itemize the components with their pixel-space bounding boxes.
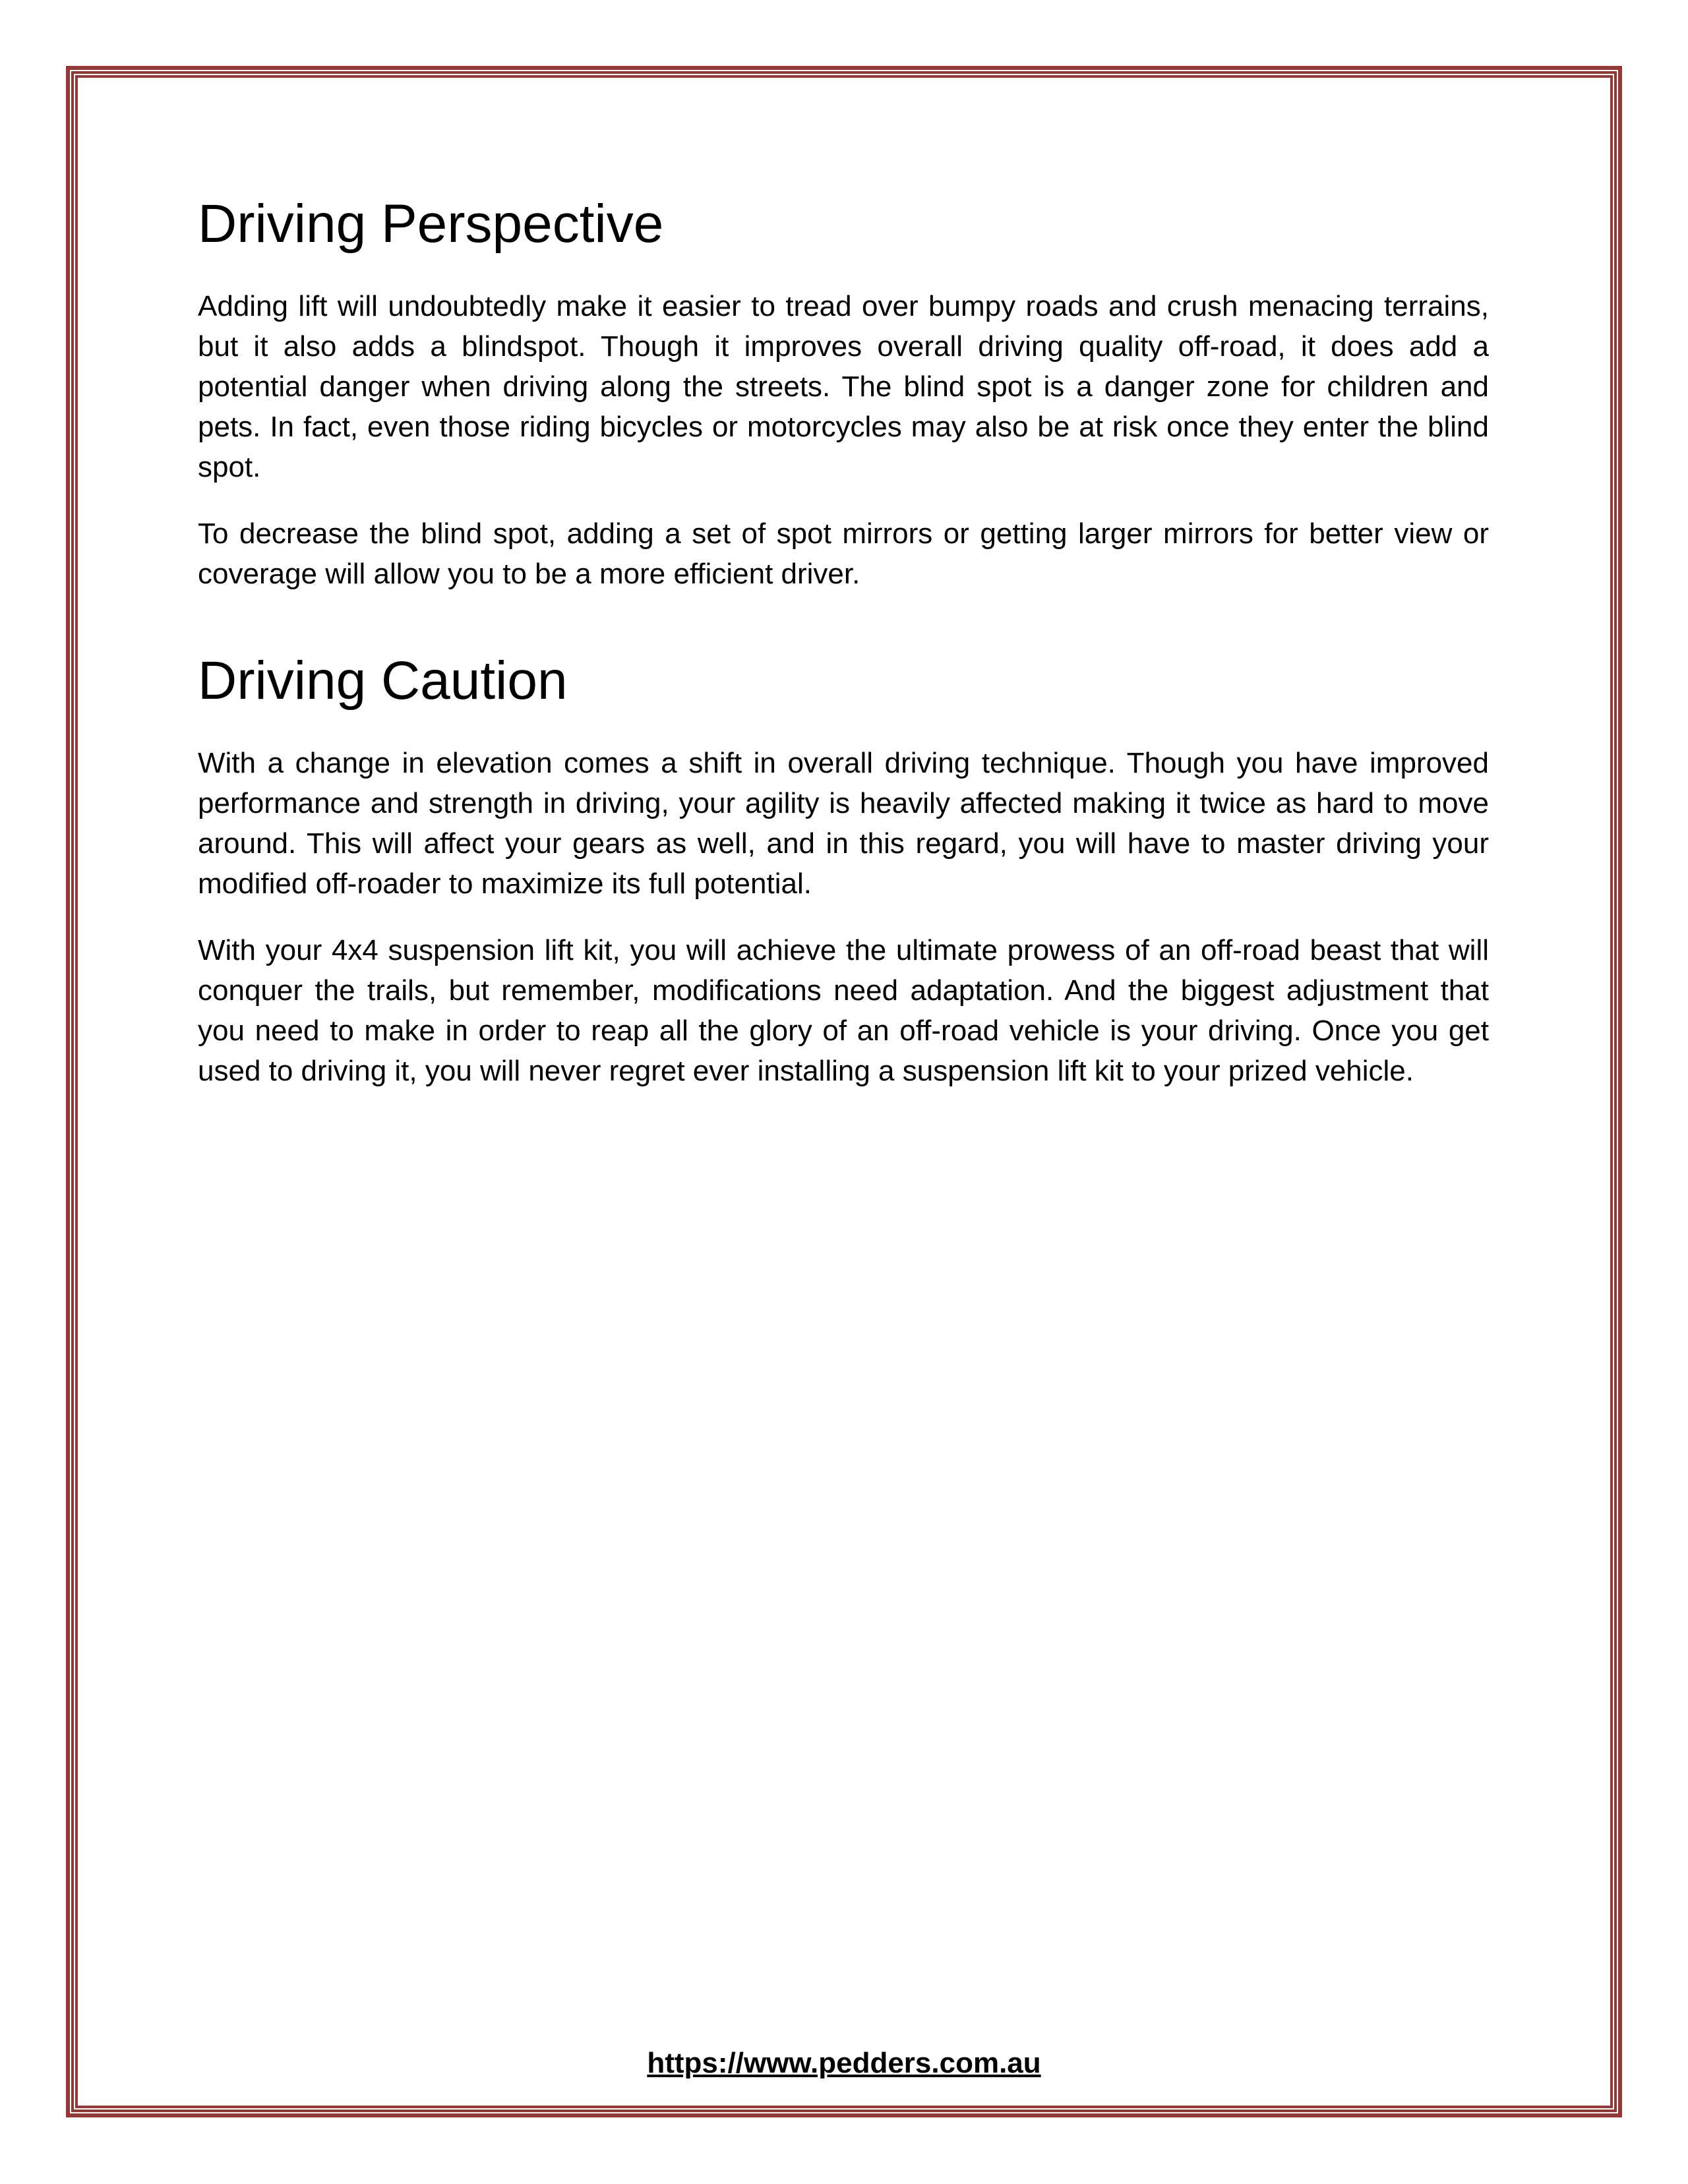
page-footer: [0, 2044, 1688, 2083]
paragraph-lift-kit: With your 4x4 suspension lift kit, you will achieve the ultimate prowess of an off-road beast that will conquer the trails, but remember, modifications need adaptation. And the biggest adjustment that you need to make in order to reap all the glory of an off-road vehicle is your driving. Once you get used to driving it, you will never regret ever installing a suspension lift kit to your prized vehicle.: [198, 934, 1489, 1087]
paragraph-elevation: With a change in elevation comes a shift in overall driving technique. Though you have improved performance and strength in driving, your agility is heavily affected making it twice as hard to move around. This will affect your gears as well, and in this regard, you will have to master driving your modified off-roader to maximize its full potential.: [198, 747, 1489, 900]
page-content: [198, 191, 1489, 1117]
section-heading-driving-caution: Driving Caution: [198, 651, 568, 711]
website-link[interactable]: https://www.pedders.com.au: [647, 2047, 1041, 2079]
paragraph-blind-spot: Adding lift will undoubtedly make it easier to tread over bumpy roads and crush menacing terrains, but it also adds a blindspot. Though it improves overall driving quality off-road, it does add a potential danger when driving along the streets. The blind spot is a danger zone for children and pets. In fact, even those riding bicycles or motorcycles may also be at risk once they enter the blind spot.: [198, 290, 1489, 483]
paragraph-mirrors: To decrease the blind spot, adding a set of spot mirrors or getting larger mirrors for better view or coverage will allow you to be a more efficient driver.: [198, 517, 1489, 590]
section-heading-driving-perspective: Driving Perspective: [198, 194, 664, 254]
